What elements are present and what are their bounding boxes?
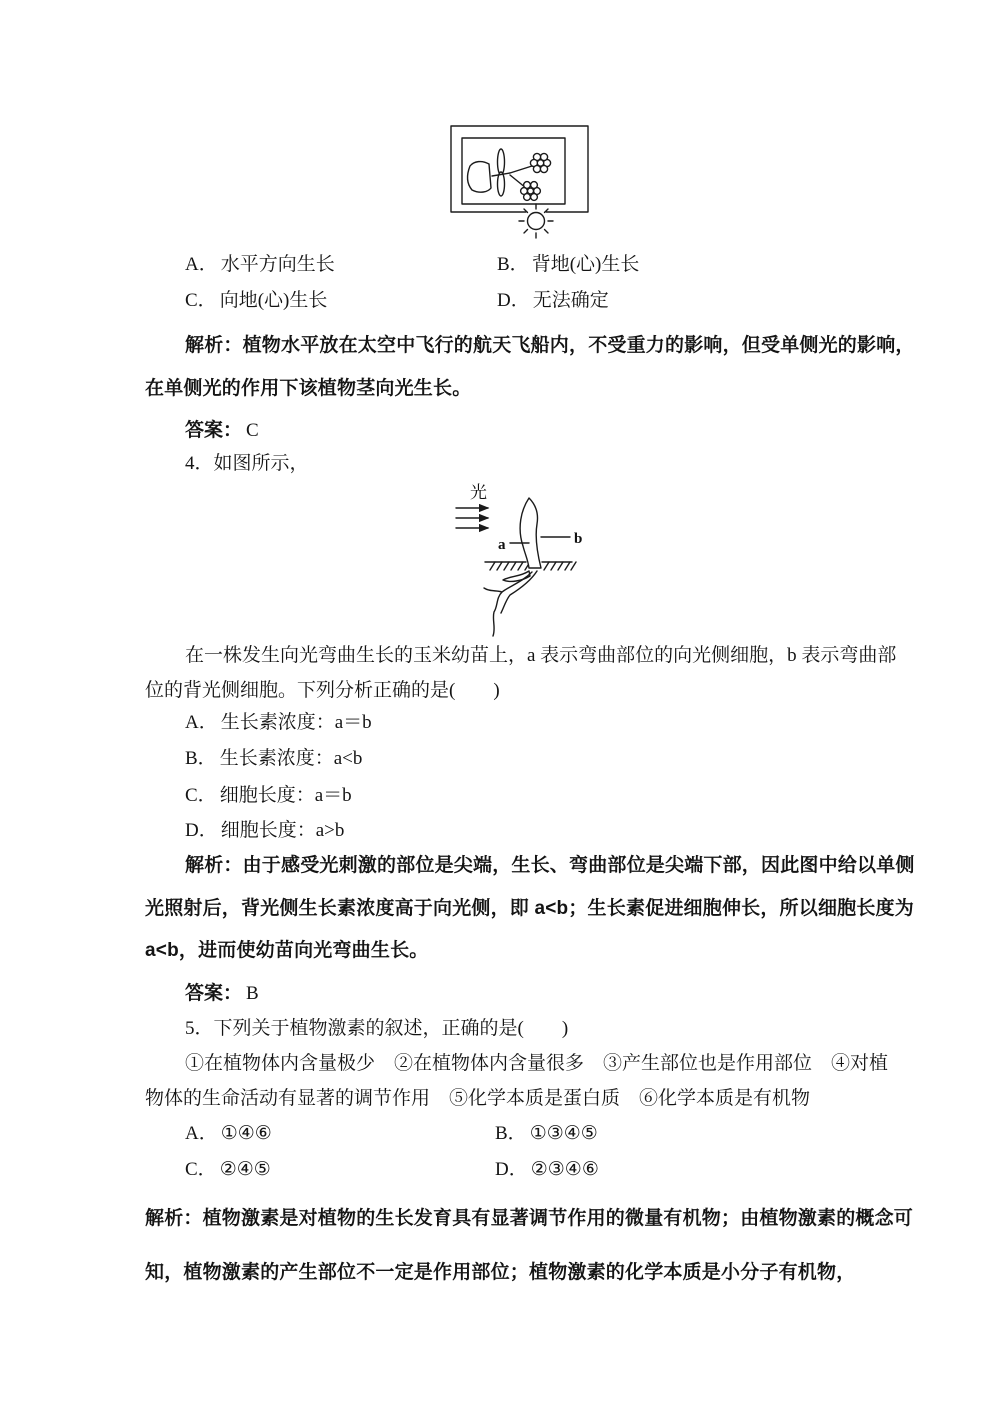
label-b: b: [574, 531, 583, 547]
option-letter: B．: [185, 748, 217, 769]
q3-figure-plant-in-spacecraft: [448, 118, 598, 242]
answer-label: 答案：: [185, 983, 243, 1004]
q3-analysis-line-1: [185, 334, 915, 358]
q4-heading: [185, 452, 309, 476]
seed-and-roots: [484, 571, 537, 636]
q3-option-c: [185, 289, 327, 313]
question-number: 4．: [185, 453, 214, 474]
question-number: 5．: [185, 1018, 214, 1039]
q4-analysis-line-1: [185, 854, 915, 878]
coleoptile: [520, 498, 541, 568]
option-text: 水平方向生长: [220, 254, 335, 275]
q4-analysis-line-3: a<b，进而使幼苗向光弯曲生长。: [145, 940, 429, 961]
sun-icon: [519, 204, 553, 238]
option-letter: D．: [185, 820, 218, 841]
option-letter: C．: [185, 290, 217, 311]
option-letter: C．: [185, 1159, 217, 1180]
analysis-text: 植物激素是对植物的生长发育具有显著调节作用的微量有机物；由植物激素的概念可: [202, 1208, 914, 1229]
option-text: 细胞长度：a>b: [220, 820, 345, 841]
option-letter: A．: [185, 254, 218, 275]
label-a: a: [498, 537, 506, 553]
q3-option-a: [185, 253, 335, 277]
option-letter: B．: [495, 1123, 527, 1144]
option-letter: B．: [497, 254, 529, 275]
analysis-label: 解析：: [185, 855, 243, 876]
option-text: ②③④⑥: [530, 1159, 599, 1180]
option-text: ②④⑤: [219, 1159, 271, 1180]
option-text: 细胞长度：a＝b: [219, 785, 352, 806]
flower-pot: [468, 162, 491, 193]
q4-analysis-line-2: 光照射后，背光侧生长素浓度高于向光侧，即 a<b；生长素促进细胞伸长，所以细胞长度为: [145, 898, 914, 919]
q3-option-d: [497, 289, 609, 313]
option-text: 背地(心)生长: [531, 254, 640, 275]
q3-option-b: [497, 253, 639, 277]
q3-analysis-line-2: 在单侧光的作用下该植物茎向光生长。: [145, 378, 472, 399]
option-letter: C．: [185, 785, 217, 806]
q5-heading: [185, 1017, 568, 1041]
q4-option-b: [185, 747, 362, 771]
q5-option-b: [495, 1122, 598, 1146]
question-title: 下列关于植物激素的叙述，正确的是( ): [213, 1018, 569, 1039]
option-letter: A．: [185, 712, 218, 733]
light-arrows-icon: [456, 508, 488, 528]
analysis-label: 解析：: [145, 1208, 203, 1229]
answer-value: C: [246, 420, 259, 441]
option-letter: D．: [497, 290, 530, 311]
option-text: 无法确定: [532, 290, 609, 311]
option-text: 向地(心)生长: [219, 290, 328, 311]
question-title: 如图所示，: [213, 453, 309, 474]
analysis-text: 植物水平放在太空中飞行的航天飞船内，不受重力的影响，但受单侧光的影响，: [242, 335, 915, 356]
flower-cluster-lower: [521, 182, 541, 201]
q5-statements-line-1: ①在植物体内含量极少 ②在植物体内含量很多 ③产生部位也是作用部位 ④对植: [185, 1053, 889, 1074]
potted-plant: [468, 149, 551, 200]
q4-option-c: [185, 784, 352, 808]
q5-analysis-line-2: 知，植物激素的产生部位不一定是作用部位；植物激素的化学本质是小分子有机物，: [145, 1262, 856, 1283]
light-label: 光: [470, 483, 487, 502]
q5-statements-line-2: 物体的生命活动有显著的调节作用 ⑤化学本质是蛋白质 ⑥化学本质是有机物: [145, 1088, 811, 1109]
q4-intro-line-1: 在一株发生向光弯曲生长的玉米幼苗上，a 表示弯曲部位的向光侧细胞，b 表示弯曲部: [185, 645, 897, 666]
option-letter: D．: [495, 1159, 528, 1180]
q5-option-c: [185, 1158, 271, 1182]
q4-answer: [185, 982, 259, 1006]
q4-figure-seedling-phototropism: [440, 480, 620, 640]
flower-cluster-upper: [530, 153, 550, 172]
q3-answer: [185, 419, 259, 443]
option-letter: A．: [185, 1123, 218, 1144]
option-text: 生长素浓度：a＝b: [220, 712, 372, 733]
q4-option-d: [185, 819, 344, 843]
answer-value: B: [246, 983, 259, 1004]
analysis-text: 由于感受光刺激的部位是尖端，生长、弯曲部位是尖端下部，因此图中给以单侧: [242, 855, 915, 876]
q5-analysis-line-1: [145, 1207, 913, 1231]
option-text: ①④⑥: [220, 1123, 272, 1144]
q5-option-d: [495, 1158, 599, 1182]
option-text: 生长素浓度：a<b: [219, 748, 363, 769]
q4-intro-line-2: 位的背光侧细胞。下列分析正确的是( ): [145, 680, 500, 701]
q5-option-a: [185, 1122, 272, 1146]
option-text: ①③④⑤: [529, 1123, 598, 1144]
analysis-label: 解析：: [185, 335, 243, 356]
leaf-blade-up: [498, 149, 505, 175]
q4-option-a: [185, 711, 372, 735]
answer-label: 答案：: [185, 420, 243, 441]
